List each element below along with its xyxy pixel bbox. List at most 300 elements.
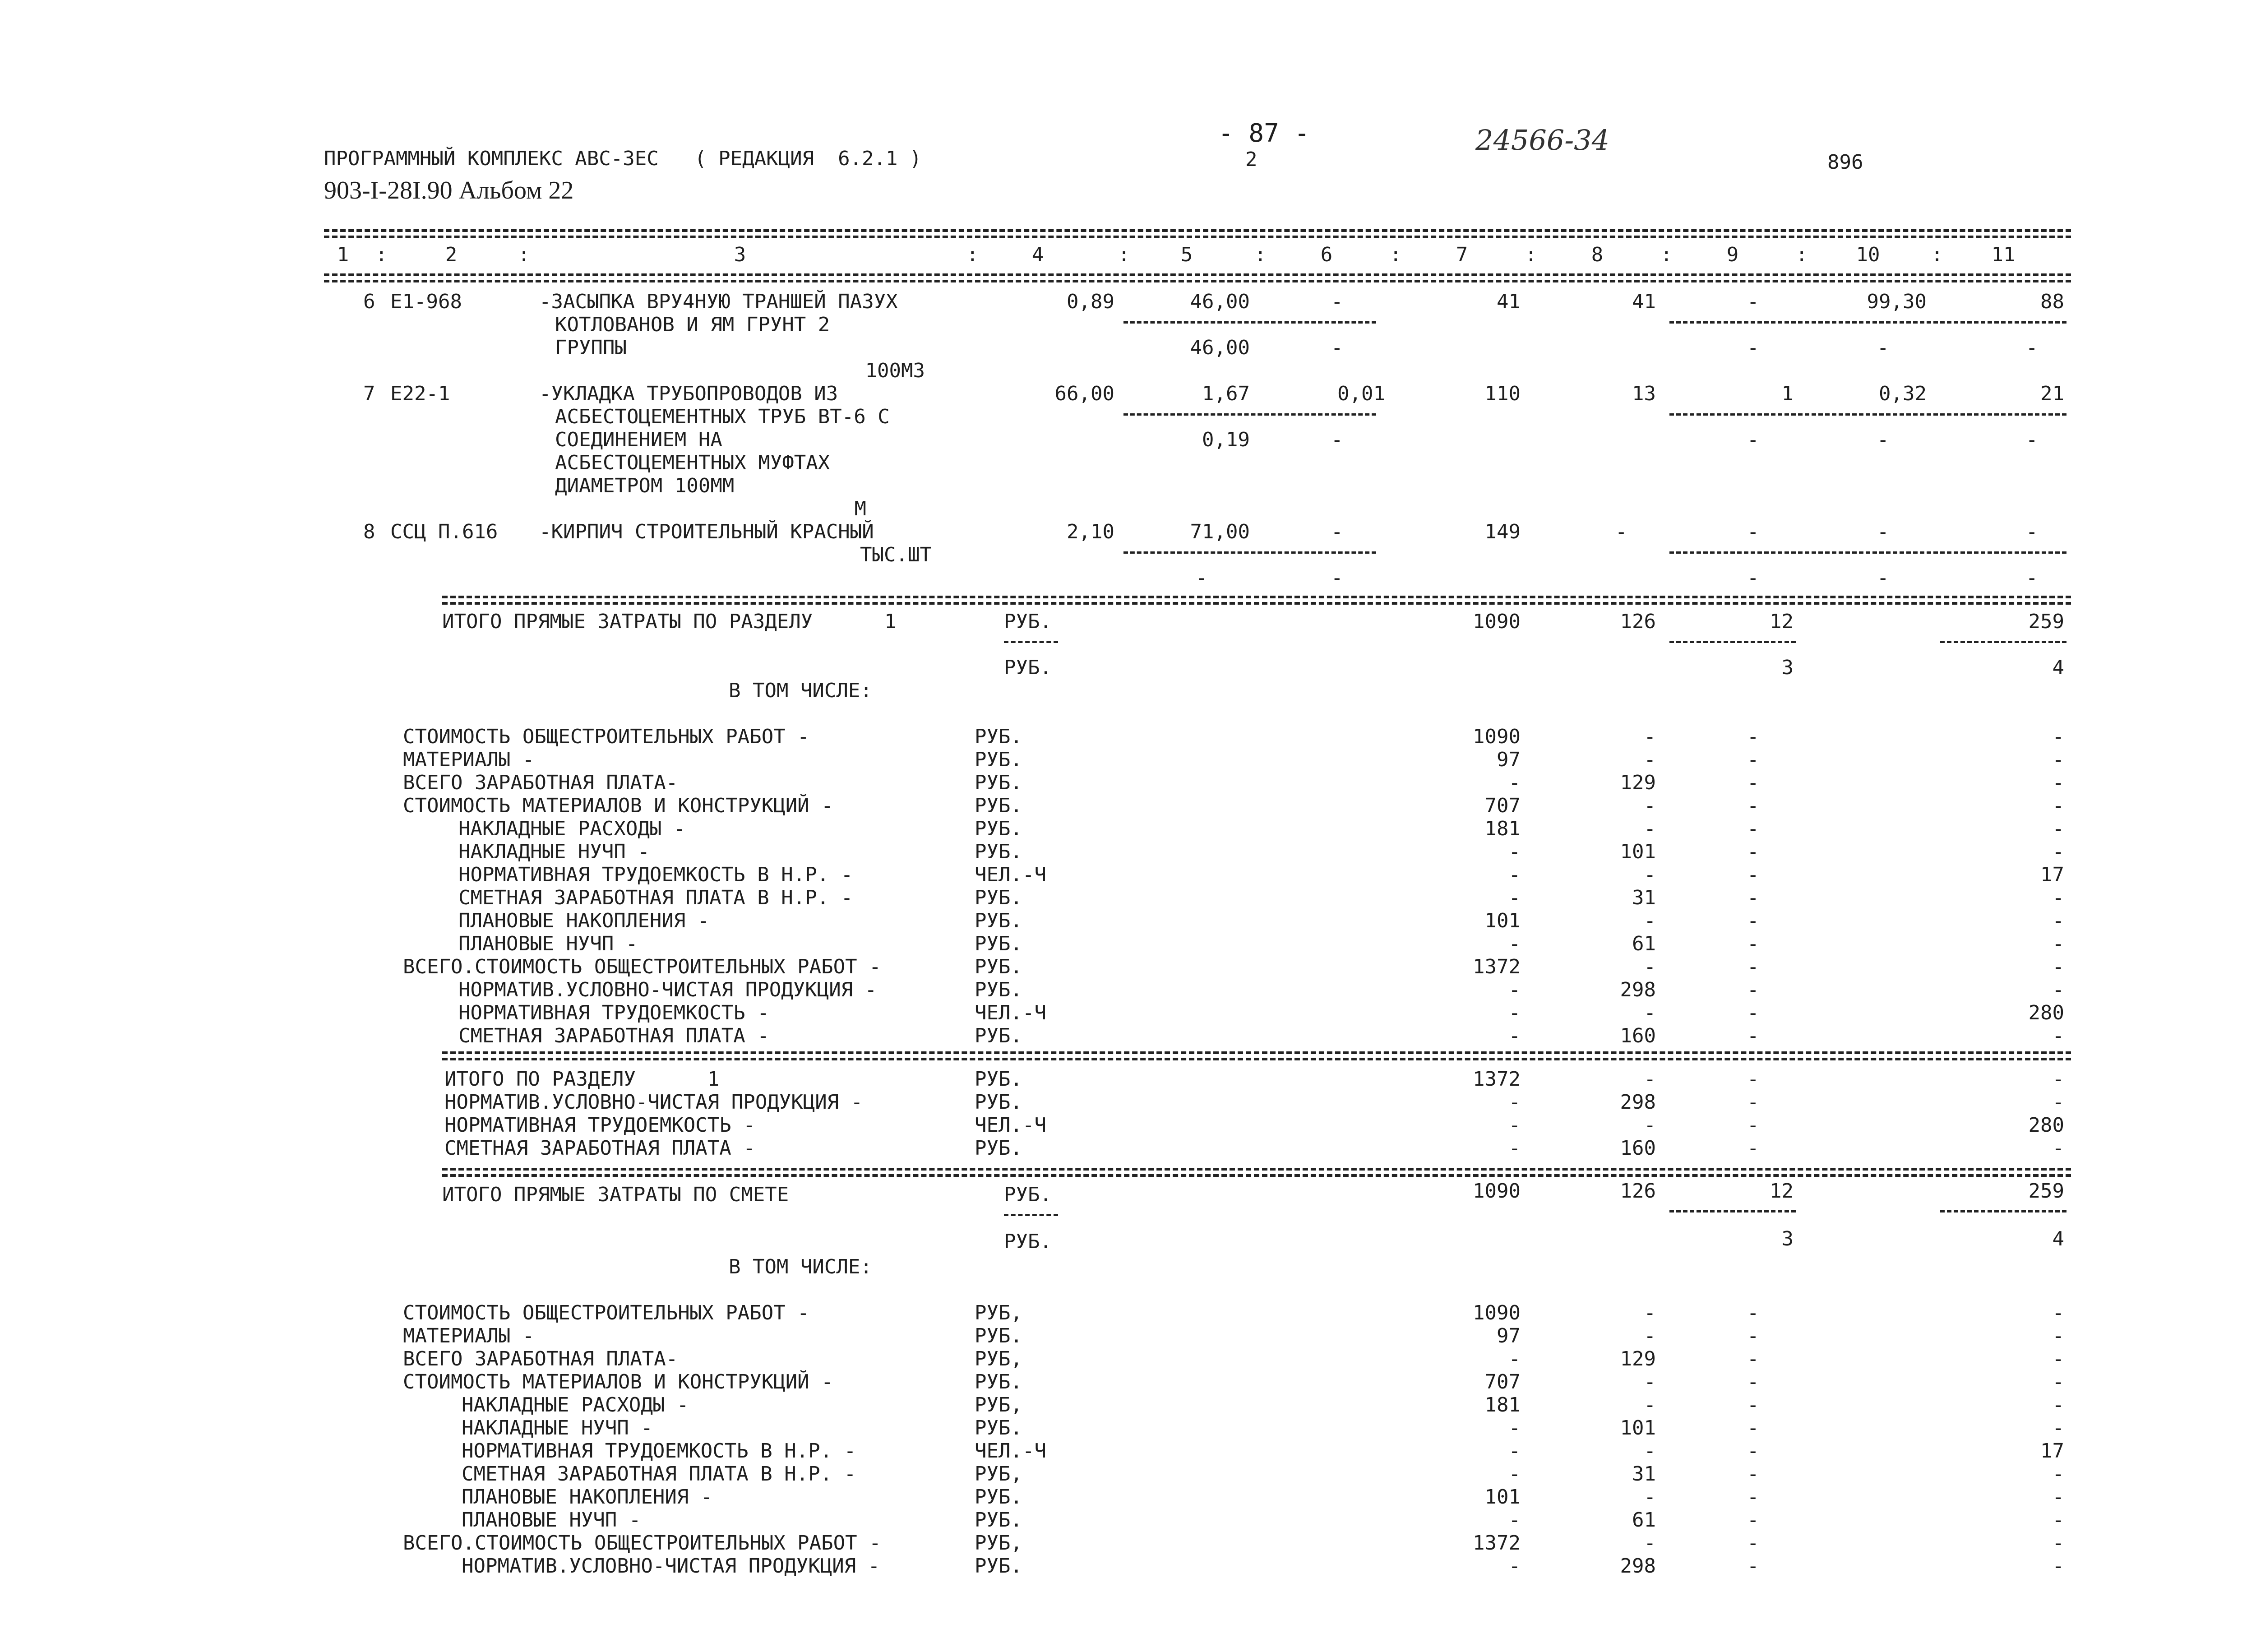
item-description: ДИАМЕТРОМ 100ММ bbox=[555, 474, 735, 497]
cell-col-11: - bbox=[2052, 725, 2064, 748]
cell-col-9: - bbox=[1747, 290, 1759, 313]
cell-divider bbox=[1669, 1210, 1796, 1212]
cell-col-11: - bbox=[2052, 932, 2064, 955]
unit-label: РУБ. bbox=[975, 1091, 1022, 1114]
unit-label: ЧЕЛ.-Ч bbox=[975, 863, 1046, 886]
cell-col-7: 101 bbox=[1484, 1485, 1521, 1509]
unit-label: ЧЕЛ.-Ч bbox=[975, 1001, 1046, 1024]
cell-divider bbox=[1940, 641, 2066, 643]
row-label: НОРМАТИВ.УСЛОВНО-ЧИСТАЯ ПРОДУКЦИЯ - bbox=[458, 978, 877, 1001]
col-separator: : bbox=[375, 243, 388, 266]
col-header-7: 7 bbox=[1456, 243, 1468, 266]
item-description: АСБЕСТОЦЕМЕНТНЫХ ТРУБ ВТ-6 С bbox=[555, 405, 890, 428]
col-header-9: 9 bbox=[1726, 243, 1739, 266]
section-rule-2 bbox=[442, 1058, 2071, 1060]
cell-col-7: - bbox=[1508, 1555, 1521, 1578]
unit-label: РУБ. bbox=[975, 840, 1022, 863]
cell-col-9: - bbox=[1747, 1393, 1759, 1416]
cell-col-10: 99,30 bbox=[1867, 290, 1927, 313]
cell-col-9: - bbox=[1747, 955, 1759, 978]
cell-col-10-lower: - bbox=[1877, 336, 1889, 359]
cell-col-11: - bbox=[2052, 1301, 2064, 1324]
cell-col-4: 0,89 bbox=[1067, 290, 1114, 313]
cell-col-11: - bbox=[2052, 1532, 2064, 1555]
cell-col-7: - bbox=[1508, 886, 1521, 909]
cell-col-9: 12 bbox=[1770, 610, 1794, 633]
cell-col-11: 21 bbox=[2040, 382, 2064, 405]
cell-col-6-lower: - bbox=[1331, 336, 1343, 359]
unit-label: ЧЕЛ.-Ч bbox=[975, 1114, 1046, 1137]
cell-col-9: - bbox=[1747, 863, 1759, 886]
unit-label: РУБ. bbox=[975, 1416, 1022, 1439]
cell-col-11-lower: - bbox=[2026, 428, 2038, 451]
cell-col-9: - bbox=[1747, 1532, 1759, 1555]
row-label: ИТОГО ПО РАЗДЕЛУ 1 bbox=[444, 1068, 720, 1091]
cell-col-8: 101 bbox=[1620, 840, 1656, 863]
cell-divider bbox=[1669, 551, 2066, 554]
item-number: 6 bbox=[363, 290, 375, 313]
cell-col-11: - bbox=[2052, 1024, 2064, 1047]
col-header-1: 1 bbox=[337, 243, 349, 266]
cell-col-11: - bbox=[2052, 771, 2064, 794]
item-number: 8 bbox=[363, 520, 375, 543]
cell-col-7: - bbox=[1508, 1024, 1521, 1047]
cell-col-9: - bbox=[1747, 1370, 1759, 1393]
row-label: СМЕТНАЯ ЗАРАБОТНАЯ ПЛАТА - bbox=[458, 1024, 769, 1047]
unit-label: ЧЕЛ.-Ч bbox=[975, 1439, 1046, 1462]
cell-col-11: 280 bbox=[2028, 1001, 2064, 1024]
including-label: В ТОМ ЧИСЛЕ: bbox=[729, 679, 872, 702]
cell-col-8: 298 bbox=[1620, 978, 1656, 1001]
unit-label: РУБ, bbox=[975, 1532, 1022, 1555]
cell-divider bbox=[1123, 413, 1376, 416]
row-label: ВСЕГО.СТОИМОСТЬ ОБЩЕСТРОИТЕЛЬНЫХ РАБОТ - bbox=[403, 1532, 881, 1555]
row-label: НАКЛАДНЫЕ РАСХОДЫ - bbox=[462, 1393, 689, 1416]
cell-col-8: 298 bbox=[1620, 1555, 1656, 1578]
unit-label: РУБ. bbox=[975, 725, 1022, 748]
unit-label: РУБ. bbox=[975, 1137, 1022, 1160]
cell-col-11: - bbox=[2052, 978, 2064, 1001]
row-label: НОРМАТИВ.УСЛОВНО-ЧИСТАЯ ПРОДУКЦИЯ - bbox=[462, 1555, 880, 1578]
cell-col-8: 160 bbox=[1620, 1137, 1656, 1160]
cell-col-7: - bbox=[1508, 1091, 1521, 1114]
col-header-11: 11 bbox=[1991, 243, 2016, 266]
cell-col-6: - bbox=[1331, 520, 1343, 543]
unit-label: РУБ. bbox=[975, 771, 1022, 794]
cell-col-8: - bbox=[1644, 1532, 1656, 1555]
cell-divider bbox=[1123, 321, 1376, 324]
cell-col-8: 126 bbox=[1620, 1180, 1656, 1203]
cell-col-7: 1372 bbox=[1473, 955, 1521, 978]
cell-col-7: - bbox=[1508, 840, 1521, 863]
unit-label: РУБ. bbox=[975, 748, 1022, 771]
cell-col-11: - bbox=[2052, 817, 2064, 840]
col-separator: : bbox=[1118, 243, 1130, 266]
cell-col-7: 1372 bbox=[1473, 1532, 1521, 1555]
cell-col-5: 71,00 bbox=[1190, 520, 1250, 543]
cell-divider bbox=[1669, 641, 1796, 643]
cell-col-7: - bbox=[1508, 771, 1521, 794]
cell-col-7: 41 bbox=[1497, 290, 1521, 313]
cell-col-11: - bbox=[2052, 1324, 2064, 1347]
cell-col-7: 97 bbox=[1497, 1324, 1521, 1347]
cell-divider bbox=[1940, 1210, 2066, 1212]
cell-col-11: 259 bbox=[2028, 610, 2064, 633]
row-label: МАТЕРИАЛЫ - bbox=[403, 748, 535, 771]
cell-col-8: 160 bbox=[1620, 1024, 1656, 1047]
cell-col-5-lower: 0,19 bbox=[1202, 428, 1250, 451]
unit-label: РУБ. bbox=[975, 1324, 1022, 1347]
cell-col-7: 181 bbox=[1484, 817, 1521, 840]
col-header-3: 3 bbox=[734, 243, 746, 266]
cell-col-11: - bbox=[2052, 1509, 2064, 1532]
unit-label: РУБ. bbox=[975, 886, 1022, 909]
row-label: НОРМАТИВ.УСЛОВНО-ЧИСТАЯ ПРОДУКЦИЯ - bbox=[444, 1091, 863, 1114]
cell-col-8: - bbox=[1644, 1301, 1656, 1324]
cell-col-11: - bbox=[2052, 1370, 2064, 1393]
cell-col-9: - bbox=[1747, 748, 1759, 771]
album-line: 903-I-28I.90 Альбом 22 bbox=[324, 176, 574, 204]
cell-col-8: - bbox=[1644, 1370, 1656, 1393]
item-description: -ЗАСЫПКА ВРУ4НУЮ ТРАНШЕЙ ПАЗУХ bbox=[539, 290, 898, 313]
item-description: -КИРПИЧ СТРОИТЕЛЬНЫЙ КРАСНЫЙ bbox=[539, 520, 874, 543]
cell-col-9: 1 bbox=[1781, 382, 1794, 405]
cell-col-7: - bbox=[1508, 978, 1521, 1001]
col-separator: : bbox=[1660, 243, 1673, 266]
cell-col-11: - bbox=[2052, 1091, 2064, 1114]
col-separator: : bbox=[1254, 243, 1267, 266]
item-description: ГРУППЫ bbox=[555, 336, 627, 359]
col-header-8: 8 bbox=[1591, 243, 1604, 266]
cell-col-9: - bbox=[1747, 1137, 1759, 1160]
row-label: ПЛАНОВЫЕ НУЧП - bbox=[462, 1509, 641, 1532]
cell-col-5: 1,67 bbox=[1202, 382, 1250, 405]
unit-label: РУБ. bbox=[975, 1370, 1022, 1393]
item-unit: 100М3 bbox=[865, 359, 925, 382]
cell-col-8: - bbox=[1644, 909, 1656, 932]
sheet-code: 896 bbox=[1827, 151, 1863, 174]
row-label: ПЛАНОВЫЕ НУЧП - bbox=[458, 932, 638, 955]
item-unit: ТЫС.ШТ bbox=[860, 543, 932, 566]
item-code: Е22-1 bbox=[390, 382, 450, 405]
cell-col-11: - bbox=[2052, 1347, 2064, 1370]
cell-col-9: - bbox=[1747, 1416, 1759, 1439]
cell-col-9: - bbox=[1747, 1324, 1759, 1347]
row-label: СТОИМОСТЬ МАТЕРИАЛОВ И КОНСТРУКЦИЙ - bbox=[403, 794, 833, 817]
cell-col-11: 17 bbox=[2040, 1439, 2064, 1462]
cell-col-11: - bbox=[2052, 955, 2064, 978]
cell-col-11: 280 bbox=[2028, 1114, 2064, 1137]
cell-divider bbox=[1669, 321, 2066, 324]
cell-col-7: 181 bbox=[1484, 1393, 1521, 1416]
header-bottom-rule-2 bbox=[324, 280, 2071, 282]
cell-col-5-lower: - bbox=[1196, 566, 1208, 589]
cell-col-7: - bbox=[1508, 863, 1521, 886]
unit-label: РУБ. bbox=[1004, 656, 1052, 679]
cell-col-10: - bbox=[1877, 520, 1889, 543]
cell-col-9-lower: - bbox=[1747, 428, 1759, 451]
item-description: АСБЕСТОЦЕМЕНТНЫХ МУФТАХ bbox=[555, 451, 830, 474]
cell-col-7: 149 bbox=[1484, 520, 1521, 543]
cell-col-9: - bbox=[1747, 794, 1759, 817]
cell-col-7: - bbox=[1508, 1347, 1521, 1370]
cell-col-8: 126 bbox=[1620, 610, 1656, 633]
cell-col-10-lower: - bbox=[1877, 566, 1889, 589]
item-code: ССЦ П.616 bbox=[390, 520, 498, 543]
cell-col-6-lower: - bbox=[1331, 428, 1343, 451]
unit-label: РУБ. bbox=[1004, 610, 1052, 633]
cell-col-8: - bbox=[1644, 1068, 1656, 1091]
cell-col-9: 12 bbox=[1770, 1180, 1794, 1203]
cell-col-8: - bbox=[1644, 817, 1656, 840]
cell-col-11: - bbox=[2052, 909, 2064, 932]
unit-label: РУБ, bbox=[975, 1393, 1022, 1416]
cell-col-8: - bbox=[1644, 863, 1656, 886]
cell-col-9: - bbox=[1747, 886, 1759, 909]
cell-col-8: - bbox=[1644, 1114, 1656, 1137]
row-label: СМЕТНАЯ ЗАРАБОТНАЯ ПЛАТА - bbox=[444, 1137, 755, 1160]
cell-col-9: - bbox=[1747, 1301, 1759, 1324]
col-separator: : bbox=[1390, 243, 1402, 266]
cell-col-11: - bbox=[2052, 1485, 2064, 1509]
cell-col-7: - bbox=[1508, 1439, 1521, 1462]
cell-col-5: 46,00 bbox=[1190, 290, 1250, 313]
unit-label: РУБ. bbox=[975, 1485, 1022, 1509]
unit-label: РУБ. bbox=[975, 1509, 1022, 1532]
cell-col-4: 2,10 bbox=[1067, 520, 1114, 543]
cell-col-7: 707 bbox=[1484, 794, 1521, 817]
cell-col-9: - bbox=[1747, 1509, 1759, 1532]
cell-col-8: 31 bbox=[1632, 1462, 1656, 1485]
cell-col-9-lower: - bbox=[1747, 336, 1759, 359]
cell-col-8: 298 bbox=[1620, 1091, 1656, 1114]
col-header-10: 10 bbox=[1856, 243, 1880, 266]
cell-col-8: 41 bbox=[1632, 290, 1656, 313]
cell-col-7: 1090 bbox=[1473, 1301, 1521, 1324]
row-label: НАКЛАДНЫЕ НУЧП - bbox=[462, 1416, 653, 1439]
cell-col-7: - bbox=[1508, 1416, 1521, 1439]
row-label: ВСЕГО ЗАРАБОТНАЯ ПЛАТА- bbox=[403, 1347, 678, 1370]
row-label: НАКЛАДНЫЕ РАСХОДЫ - bbox=[458, 817, 686, 840]
cell-col-6-lower: - bbox=[1331, 566, 1343, 589]
cell-col-7: - bbox=[1508, 1462, 1521, 1485]
row-label: СТОИМОСТЬ МАТЕРИАЛОВ И КОНСТРУКЦИЙ - bbox=[403, 1370, 833, 1393]
including-label: В ТОМ ЧИСЛЕ: bbox=[729, 1255, 872, 1278]
cell-col-9: - bbox=[1747, 1485, 1759, 1509]
cell-col-8: - bbox=[1644, 1485, 1656, 1509]
cell-col-11: - bbox=[2052, 1462, 2064, 1485]
cell-col-9: - bbox=[1747, 520, 1759, 543]
cell-col-11: - bbox=[2052, 1393, 2064, 1416]
cell-col-8: - bbox=[1644, 955, 1656, 978]
cell-col-11-lower: 4 bbox=[2052, 656, 2064, 679]
header-bottom-rule bbox=[324, 273, 2071, 276]
cell-col-7: - bbox=[1508, 932, 1521, 955]
cell-col-11: - bbox=[2052, 1068, 2064, 1091]
cell-divider bbox=[1123, 551, 1376, 554]
cell-col-8: 61 bbox=[1632, 932, 1656, 955]
section-rule-2 bbox=[442, 1174, 2071, 1177]
col-separator: : bbox=[1931, 243, 1943, 266]
cell-col-11-lower: - bbox=[2026, 336, 2038, 359]
item-code: Е1-968 bbox=[390, 290, 462, 313]
item-description: -УКЛАДКА ТРУБОПРОВОДОВ ИЗ bbox=[539, 382, 838, 405]
unit-label: РУБ. bbox=[975, 1068, 1022, 1091]
unit-label: РУБ. bbox=[975, 955, 1022, 978]
cell-col-9: - bbox=[1747, 771, 1759, 794]
cell-col-9: - bbox=[1747, 725, 1759, 748]
cell-col-11-lower: - bbox=[2026, 566, 2038, 589]
section-rule bbox=[442, 1051, 2071, 1054]
page-number: - 87 - bbox=[1218, 119, 1310, 148]
cell-col-9: - bbox=[1747, 978, 1759, 1001]
row-label: СТОИМОСТЬ ОБЩЕСТРОИТЕЛЬНЫХ РАБОТ - bbox=[403, 725, 809, 748]
col-header-4: 4 bbox=[1031, 243, 1044, 266]
cell-col-5-lower: 46,00 bbox=[1190, 336, 1250, 359]
cell-col-7: 110 bbox=[1484, 382, 1521, 405]
unit-label: РУБ. bbox=[975, 1024, 1022, 1047]
cell-col-9: - bbox=[1747, 1024, 1759, 1047]
cell-col-9: - bbox=[1747, 1068, 1759, 1091]
unit-label: РУБ. bbox=[975, 794, 1022, 817]
unit-label: РУБ. bbox=[1004, 1183, 1052, 1206]
col-header-5: 5 bbox=[1180, 243, 1193, 266]
unit-label: РУБ, bbox=[975, 1301, 1022, 1324]
col-header-2: 2 bbox=[445, 243, 458, 266]
cell-col-8: - bbox=[1615, 520, 1627, 543]
cell-col-11: - bbox=[2052, 840, 2064, 863]
cell-col-11: - bbox=[2026, 520, 2038, 543]
cell-col-8: 61 bbox=[1632, 1509, 1656, 1532]
cell-col-9: - bbox=[1747, 840, 1759, 863]
cell-col-9: - bbox=[1747, 909, 1759, 932]
cell-col-11: - bbox=[2052, 886, 2064, 909]
row-label: СМЕТНАЯ ЗАРАБОТНАЯ ПЛАТА В Н.Р. - bbox=[462, 1462, 856, 1485]
cell-col-7: 97 bbox=[1497, 748, 1521, 771]
cell-col-6: 0,01 bbox=[1337, 382, 1385, 405]
item-description: КОТЛОВАНОВ И ЯМ ГРУНТ 2 bbox=[555, 313, 830, 336]
unit-label: РУБ. bbox=[975, 1555, 1022, 1578]
cell-col-9: - bbox=[1747, 817, 1759, 840]
col-separator: : bbox=[518, 243, 530, 266]
cell-col-9: - bbox=[1747, 1091, 1759, 1114]
row-label: НОРМАТИВНАЯ ТРУДОЕМКОСТЬ - bbox=[458, 1001, 769, 1024]
unit-label: РУБ. bbox=[975, 817, 1022, 840]
cell-col-11-lower: 4 bbox=[2052, 1227, 2064, 1250]
col-separator: : bbox=[1525, 243, 1537, 266]
cell-col-6: - bbox=[1331, 290, 1343, 313]
cell-col-8: 31 bbox=[1632, 886, 1656, 909]
cell-col-8: 13 bbox=[1632, 382, 1656, 405]
row-label: НОРМАТИВНАЯ ТРУДОЕМКОСТЬ В Н.Р. - bbox=[458, 863, 853, 886]
row-label: НАКЛАДНЫЕ НУЧП - bbox=[458, 840, 650, 863]
cell-col-10-lower: - bbox=[1877, 428, 1889, 451]
cell-divider bbox=[1669, 413, 2066, 416]
unit-label: РУБ. bbox=[975, 909, 1022, 932]
estimate-total-label: ИТОГО ПРЯМЫЕ ЗАТРАТЫ ПО СМЕТЕ bbox=[442, 1183, 789, 1206]
cell-col-8: 129 bbox=[1620, 771, 1656, 794]
unit-label: РУБ, bbox=[975, 1347, 1022, 1370]
cell-col-7: - bbox=[1508, 1114, 1521, 1137]
cell-col-9: - bbox=[1747, 1462, 1759, 1485]
col-separator: : bbox=[966, 243, 979, 266]
section-rule bbox=[442, 596, 2071, 598]
cell-col-8: - bbox=[1644, 1439, 1656, 1462]
cell-col-9: - bbox=[1747, 1555, 1759, 1578]
cell-col-8: - bbox=[1644, 794, 1656, 817]
cell-col-9: - bbox=[1747, 1347, 1759, 1370]
header-top-rule-2 bbox=[324, 236, 2071, 238]
cell-col-11: - bbox=[2052, 1416, 2064, 1439]
cell-col-7: 707 bbox=[1484, 1370, 1521, 1393]
cell-col-8: - bbox=[1644, 1001, 1656, 1024]
row-label: ПЛАНОВЫЕ НАКОПЛЕНИЯ - bbox=[458, 909, 710, 932]
cell-col-7: 1090 bbox=[1473, 725, 1521, 748]
cell-col-8: - bbox=[1644, 1393, 1656, 1416]
cell-col-9: - bbox=[1747, 1114, 1759, 1137]
cell-col-9: - bbox=[1747, 1439, 1759, 1462]
cell-col-11: - bbox=[2052, 794, 2064, 817]
cell-col-9-lower: 3 bbox=[1781, 1227, 1794, 1250]
cell-col-11: - bbox=[2052, 748, 2064, 771]
cell-col-9: - bbox=[1747, 1001, 1759, 1024]
cell-col-8: - bbox=[1644, 725, 1656, 748]
cell-col-11: 88 bbox=[2040, 290, 2064, 313]
unit-label: РУБ. bbox=[1004, 1230, 1052, 1253]
row-label: ПЛАНОВЫЕ НАКОПЛЕНИЯ - bbox=[462, 1485, 713, 1509]
cell-col-7: - bbox=[1508, 1001, 1521, 1024]
cell-col-9: - bbox=[1747, 932, 1759, 955]
cell-col-7: 1090 bbox=[1473, 610, 1521, 633]
cell-col-11: 17 bbox=[2040, 863, 2064, 886]
cell-col-9-lower: 3 bbox=[1781, 656, 1794, 679]
cell-col-7: 101 bbox=[1484, 909, 1521, 932]
cell-col-8: - bbox=[1644, 1324, 1656, 1347]
cell-divider bbox=[1004, 641, 1058, 643]
cell-col-4: 66,00 bbox=[1054, 382, 1114, 405]
section-total-label: ИТОГО ПРЯМЫЕ ЗАТРАТЫ ПО РАЗДЕЛУ 1 bbox=[442, 610, 897, 633]
item-unit: М bbox=[854, 497, 866, 520]
cell-col-7: - bbox=[1508, 1137, 1521, 1160]
item-description: СОЕДИНЕНИЕМ НА bbox=[555, 428, 722, 451]
row-label: СТОИМОСТЬ ОБЩЕСТРОИТЕЛЬНЫХ РАБОТ - bbox=[403, 1301, 809, 1324]
row-label: НОРМАТИВНАЯ ТРУДОЕМКОСТЬ - bbox=[444, 1114, 755, 1137]
cell-divider bbox=[1004, 1214, 1058, 1216]
cell-col-7: 1090 bbox=[1473, 1180, 1521, 1203]
program-line: ПРОГРАММНЫЙ КОМПЛЕКС АВС-3ЕС ( РЕДАКЦИЯ 6.2.1 ) bbox=[324, 147, 922, 170]
sub-number: 2 bbox=[1245, 148, 1257, 171]
section-rule bbox=[442, 1168, 2071, 1171]
row-label: СМЕТНАЯ ЗАРАБОТНАЯ ПЛАТА В Н.Р. - bbox=[458, 886, 853, 909]
cell-col-7: - bbox=[1508, 1509, 1521, 1532]
row-label: ВСЕГО.СТОИМОСТЬ ОБЩЕСТРОИТЕЛЬНЫХ РАБОТ - bbox=[403, 955, 881, 978]
row-label: НОРМАТИВНАЯ ТРУДОЕМКОСТЬ В Н.Р. - bbox=[462, 1439, 856, 1462]
cell-col-7: 1372 bbox=[1473, 1068, 1521, 1091]
col-separator: : bbox=[1796, 243, 1808, 266]
cell-col-10: 0,32 bbox=[1879, 382, 1927, 405]
item-number: 7 bbox=[363, 382, 375, 405]
row-label: МАТЕРИАЛЫ - bbox=[403, 1324, 535, 1347]
cell-col-8: 129 bbox=[1620, 1347, 1656, 1370]
row-label: ВСЕГО ЗАРАБОТНАЯ ПЛАТА- bbox=[403, 771, 678, 794]
cell-col-11: - bbox=[2052, 1555, 2064, 1578]
unit-label: РУБ, bbox=[975, 1462, 1022, 1485]
cell-col-8: 101 bbox=[1620, 1416, 1656, 1439]
cell-col-11: - bbox=[2052, 1137, 2064, 1160]
section-rule-2 bbox=[442, 602, 2071, 605]
unit-label: РУБ. bbox=[975, 932, 1022, 955]
handwritten-number: 24566-34 bbox=[1475, 124, 1610, 157]
